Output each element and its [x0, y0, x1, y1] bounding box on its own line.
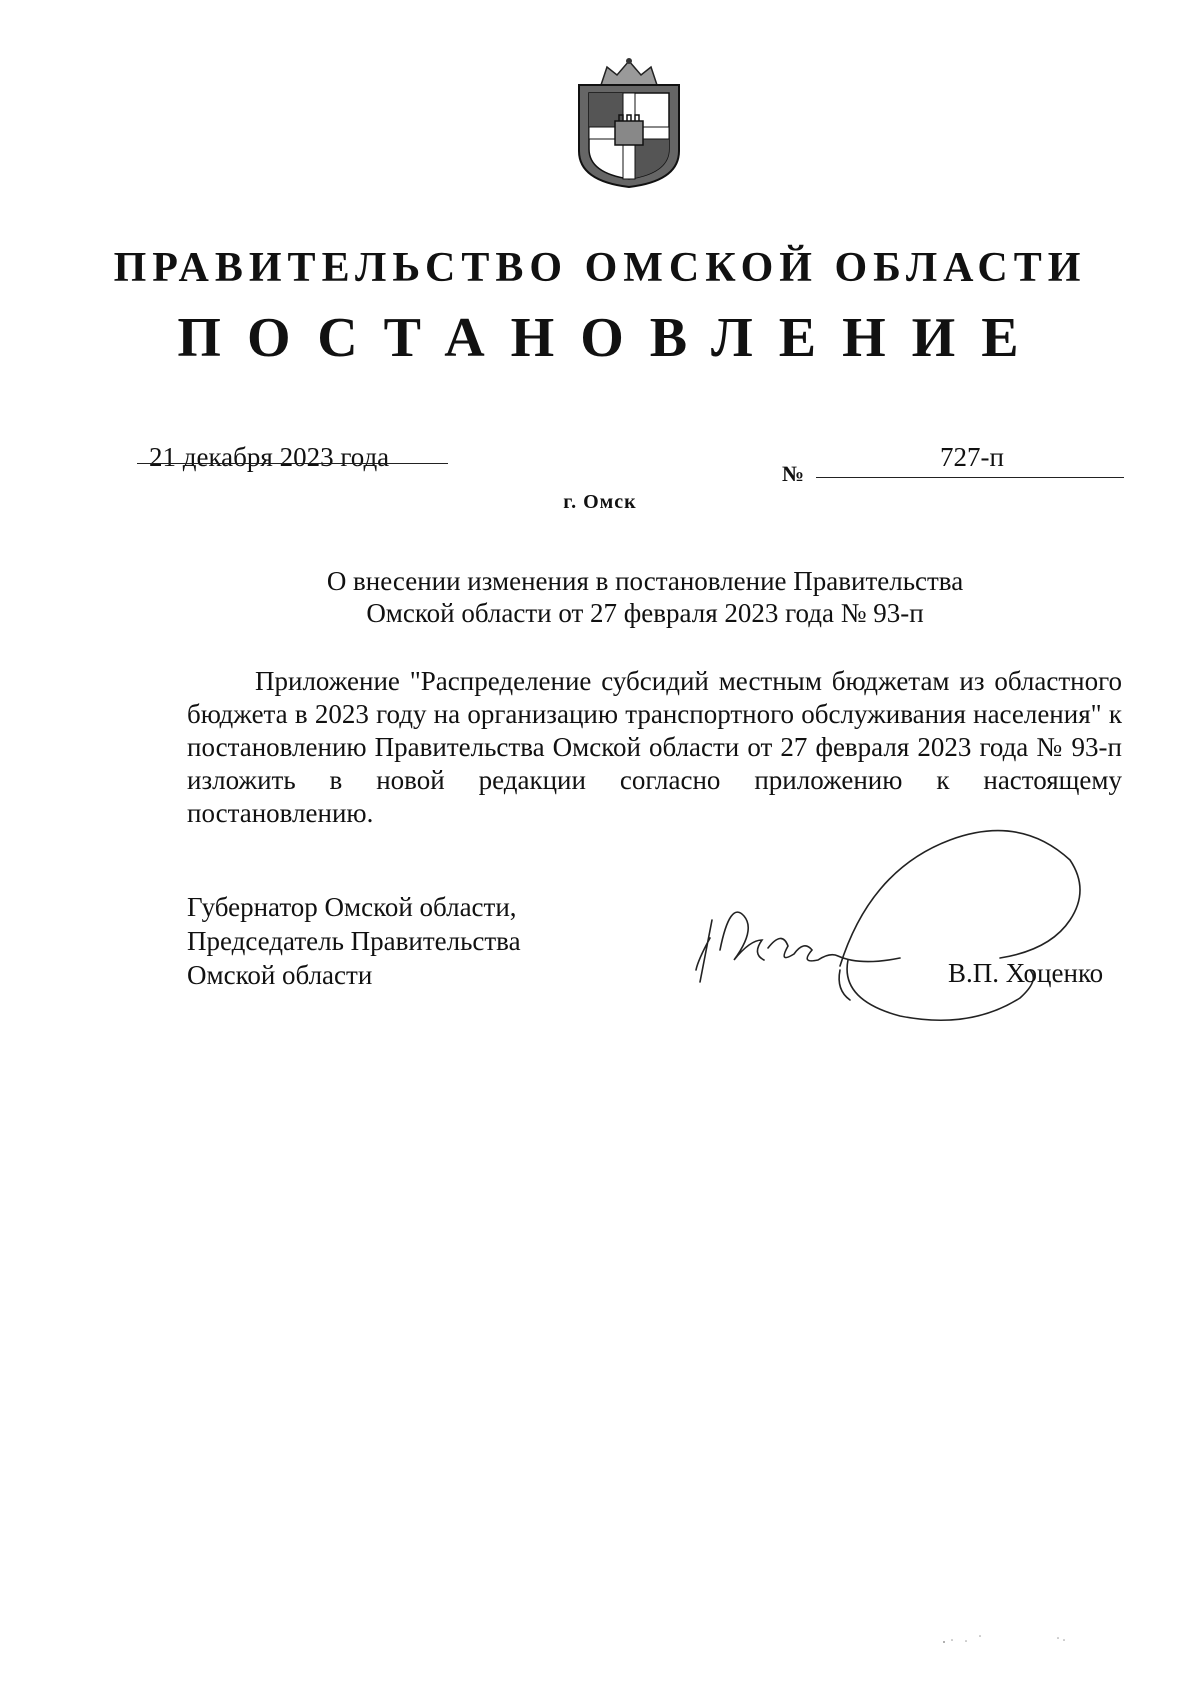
organization-title: ПРАВИТЕЛЬСТВО ОМСКОЙ ОБЛАСТИ — [113, 245, 1087, 291]
document-type-title: ПОСТАНОВЛЕНИЕ — [177, 307, 1045, 369]
subject-line: О внесении изменения в постановление Правительства — [326, 566, 964, 596]
subject-line: Омской области от 27 февраля 2023 года № 93-п — [366, 598, 924, 628]
body-paragraph — [187, 665, 1122, 830]
document-date: 21 декабря 2023 года — [149, 442, 390, 472]
signatory-title-line: Председатель Правительства — [187, 926, 521, 956]
signatory-title-line: Омской области — [187, 960, 373, 990]
document-number: 727-п — [940, 442, 1004, 472]
signer-name: В.П. Хоценко — [948, 958, 1104, 988]
body-text: Приложение "Распределение субсидий местным бюджетам из областного бюджета в 2023 году на организацию транспортного обслуживания населения" к постановлению Правительства Омской области от 27 февраля 2023 года № 93-п изложить в новой редакции согласно приложению к настоящему постановлению. — [187, 666, 1122, 828]
signatory-title — [187, 890, 521, 992]
number-sign: № — [782, 461, 805, 486]
scan-specks — [940, 1628, 1080, 1648]
handwritten-signature-icon — [690, 820, 1110, 1030]
city-label: г. Омск — [563, 491, 637, 513]
date-underline — [137, 463, 448, 464]
number-underline — [816, 477, 1124, 478]
signatory-title-line: Губернатор Омской области, — [187, 892, 517, 922]
document-subject — [300, 565, 990, 629]
coat-of-arms-icon — [571, 55, 687, 191]
